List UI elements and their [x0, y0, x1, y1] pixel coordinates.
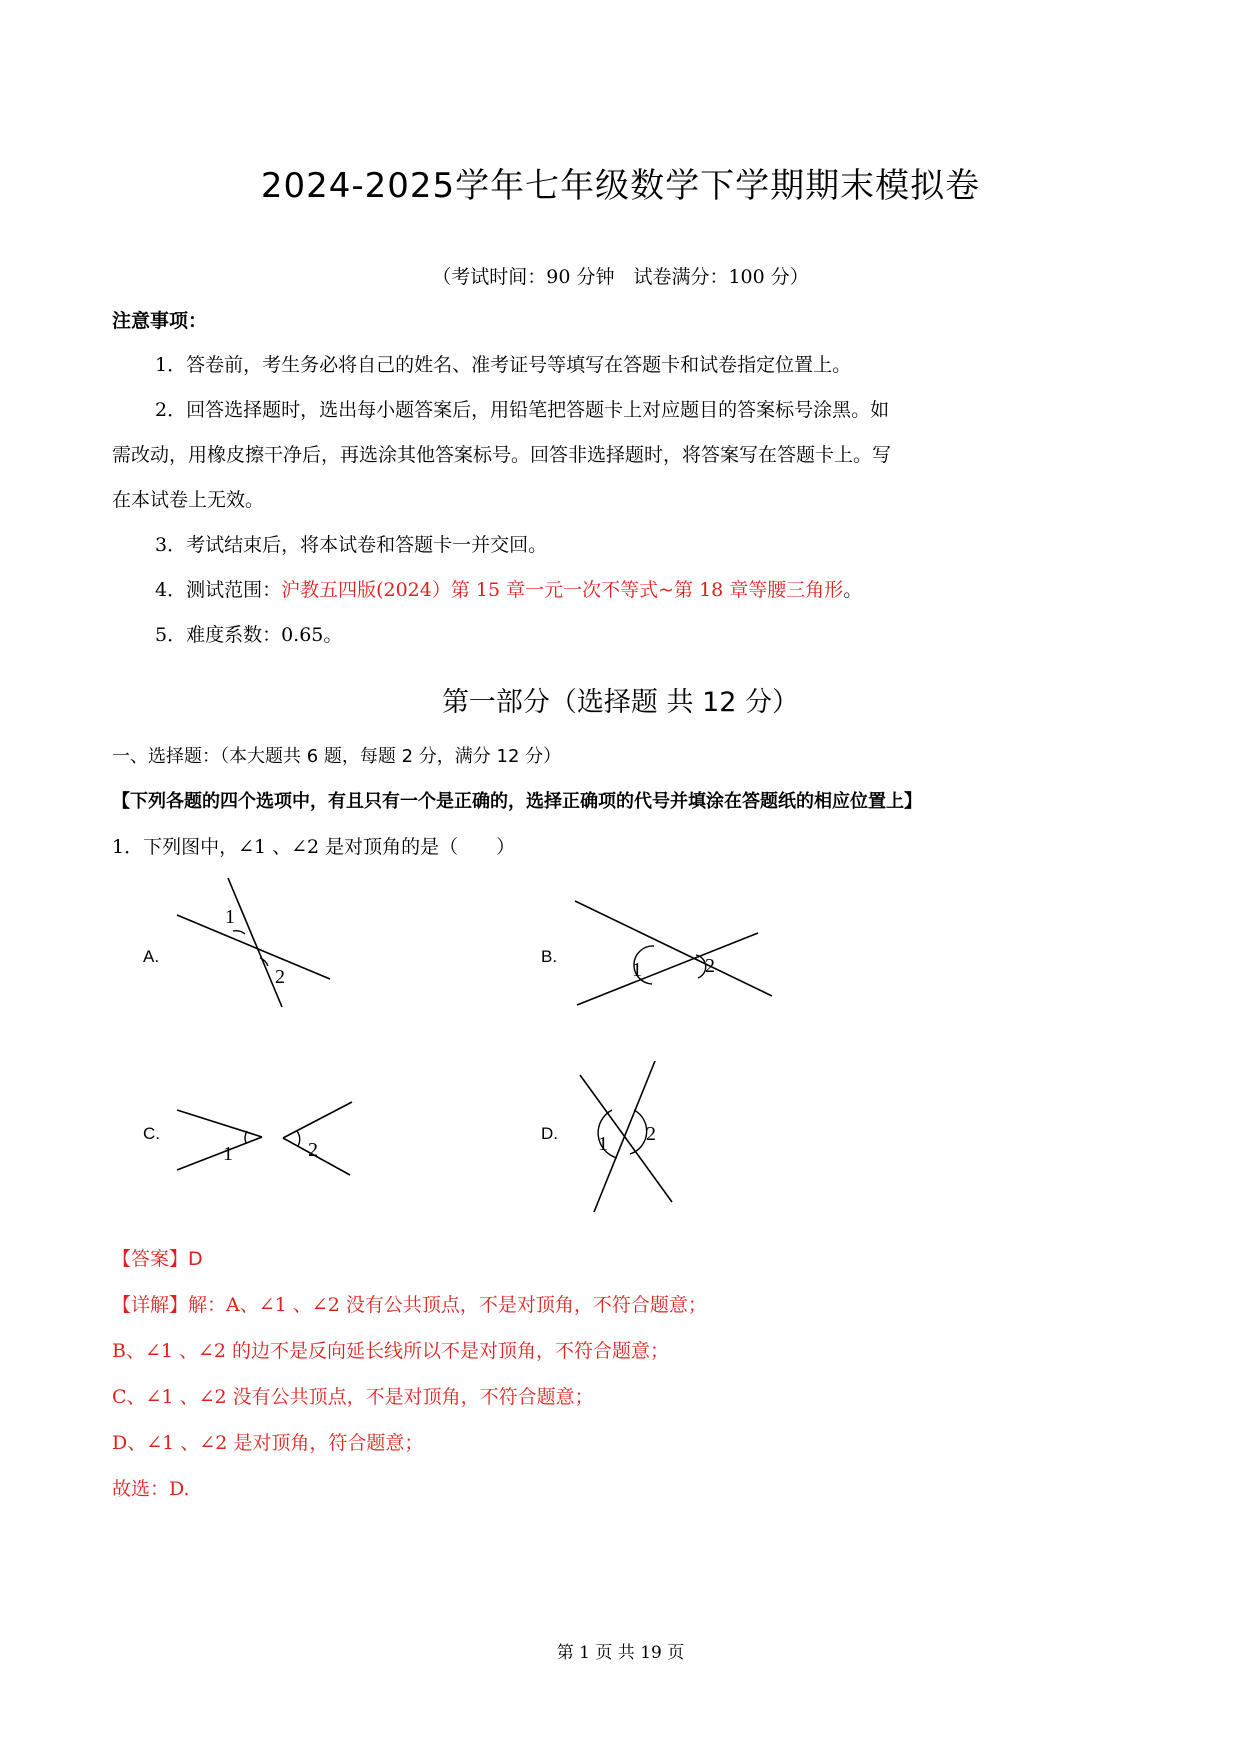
figure-b-angle-1-label: 1 — [632, 959, 642, 981]
instruction: 【下列各题的四个选项中，有且只有一个是正确的，选择正确项的代号并填涂在答题纸的相应位置上】 — [112, 791, 922, 812]
detail-text-1: 解：A、∠1 、∠2 没有公共顶点，不是对顶角，不符合题意； — [188, 1294, 707, 1316]
detail-line-2: B、∠1 、∠2 的边不是反向延长线所以不是对顶角，不符合题意； — [112, 1340, 670, 1362]
answer-line — [112, 1244, 203, 1271]
option-a-label: A. — [143, 947, 160, 966]
figure-c-angle-1-label: 1 — [223, 1143, 233, 1165]
answer-value: D — [188, 1248, 203, 1270]
note-5: 5．难度系数：0.65。 — [155, 624, 343, 646]
figure-d-angle-2-label: 2 — [646, 1123, 656, 1145]
option-b-label: B. — [541, 947, 558, 966]
detail-line-4: D、∠1 、∠2 是对顶角，符合题意； — [112, 1432, 424, 1454]
note-2-line-1: 2．回答选择题时，选出每小题答案后，用铅笔把答题卡上对应题目的答案标号涂黑。如 — [155, 399, 890, 421]
option-d-label: D. — [541, 1124, 558, 1143]
note-4-suffix: 。 — [843, 579, 863, 601]
section-title: 第一部分（选择题 共 12 分） — [441, 687, 800, 718]
page-footer: 第 1 页 共 19 页 — [556, 1643, 685, 1663]
notes-heading: 注意事项： — [112, 310, 208, 332]
figure-a-angle-2-label: 2 — [275, 966, 285, 988]
note-3: 3．考试结束后，将本试卷和答题卡一并交回。 — [155, 534, 548, 556]
note-2-line-2: 需改动，用橡皮擦干净后，再选涂其他答案标号。回答非选择题时，将答案写在答题卡上。写 — [112, 444, 892, 466]
figure-d-angle-1-label: 1 — [598, 1133, 608, 1155]
detail-line-3: C、∠1 、∠2 没有公共顶点，不是对顶角，不符合题意； — [112, 1386, 594, 1408]
page-title: 2024-2025学年七年级数学下学期期末模拟卷 — [260, 166, 981, 206]
detail-line-1 — [112, 1290, 707, 1317]
question-1-stem: 1．下列图中，∠1 、∠2 是对顶角的是（ ） — [112, 836, 516, 858]
detail-line-5: 故选：D. — [112, 1478, 190, 1500]
detail-tag: 【详解】 — [112, 1294, 189, 1316]
note-1: 1．答卷前，考生务必将自己的姓名、准考证号等填写在答题卡和试卷指定位置上。 — [155, 354, 852, 376]
note-2-line-3: 在本试卷上无效。 — [112, 489, 265, 511]
figure-b-angle-2-label: 2 — [705, 955, 715, 977]
figure-d-line-1 — [580, 1075, 672, 1202]
note-4-prefix: 4．测试范围： — [155, 579, 282, 601]
exam-info: （考试时间：90 分钟 试卷满分：100 分） — [432, 266, 809, 288]
answer-tag: 【答案】 — [112, 1248, 189, 1270]
part-heading: 一、选择题：（本大题共 6 题，每题 2 分，满分 12 分） — [112, 746, 562, 767]
test-scope: 沪教五四版(2024）第 15 章一元一次不等式~第 18 章等腰三角形 — [281, 579, 844, 601]
option-c-label: C. — [143, 1124, 160, 1143]
figure-a-angle-1-label: 1 — [225, 906, 235, 928]
figure-c-angle-2-label: 2 — [308, 1139, 318, 1161]
